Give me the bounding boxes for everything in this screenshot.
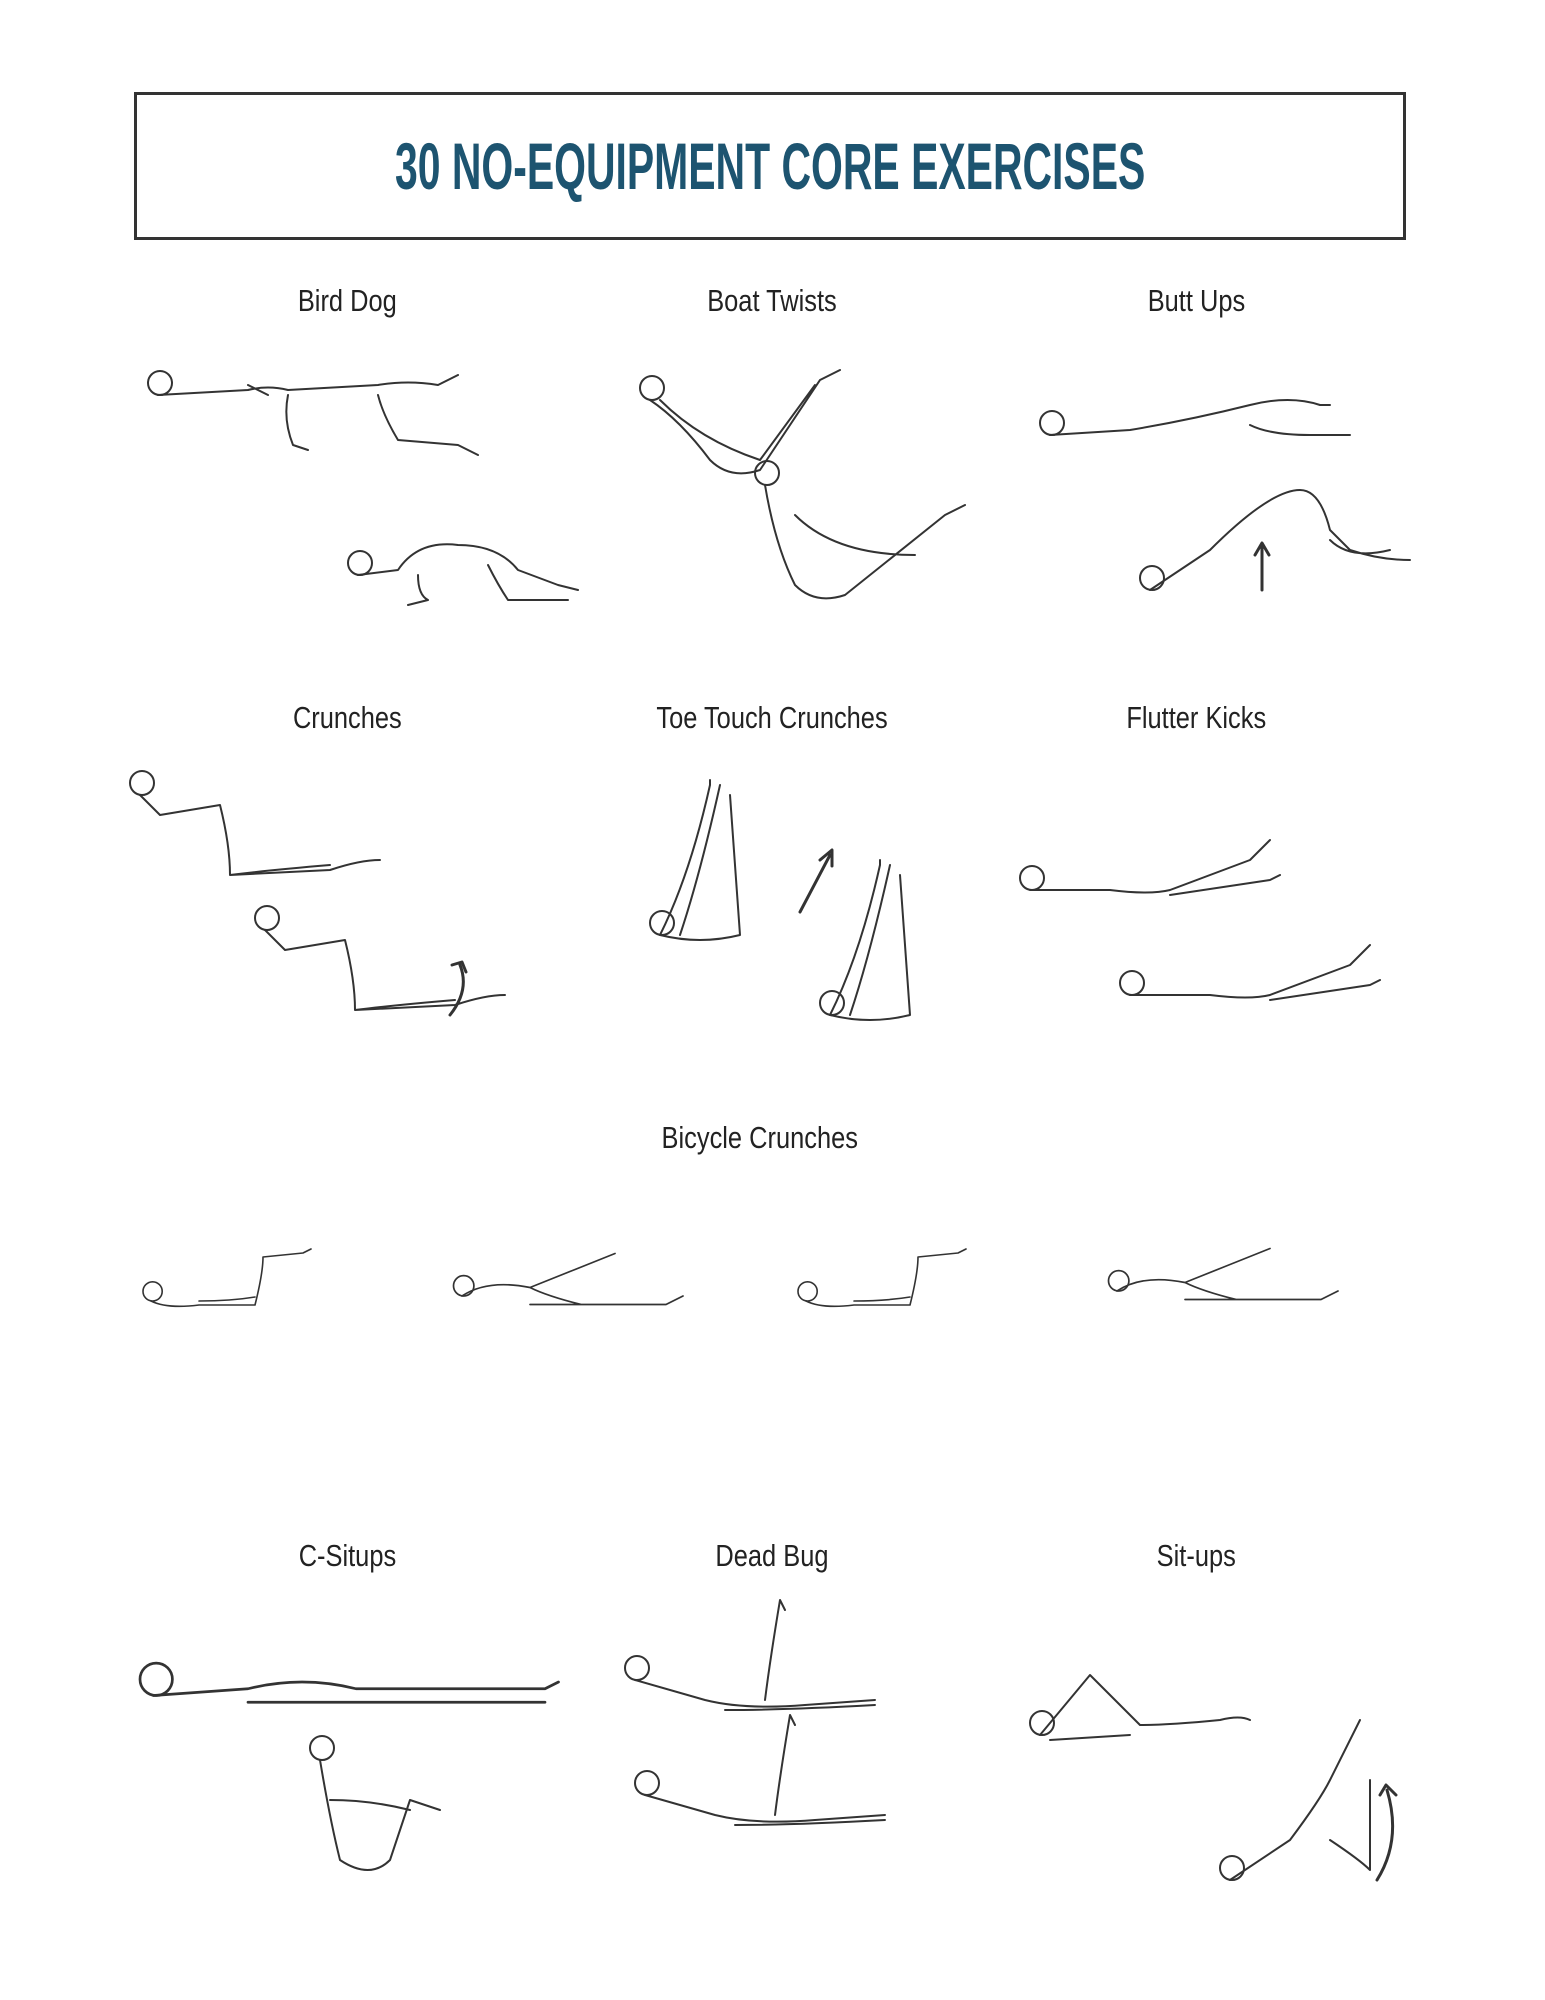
exercise-label-bird-dog: Bird Dog <box>297 283 397 318</box>
exercise-label-sit-ups: Sit-ups <box>1156 1538 1236 1573</box>
exercise-label-bicycle-crunches: Bicycle Crunches <box>661 1120 859 1155</box>
exercise-label-boat-twists: Boat Twists <box>707 283 837 318</box>
exercise-label-butt-ups: Butt Ups <box>1147 283 1245 318</box>
exercise-label-dead-bug: Dead Bug <box>715 1538 829 1573</box>
page-title: 30 NO-EQUIPMENT CORE EXERCISES <box>394 129 1146 203</box>
exercise-label-crunches: Crunches <box>292 700 402 735</box>
exercise-label-flutter-kicks: Flutter Kicks <box>1126 700 1266 735</box>
exercise-label-toe-touch-crunches: Toe Touch Crunches <box>656 700 888 735</box>
exercise-label-c-situps: C-Situps <box>298 1538 396 1573</box>
